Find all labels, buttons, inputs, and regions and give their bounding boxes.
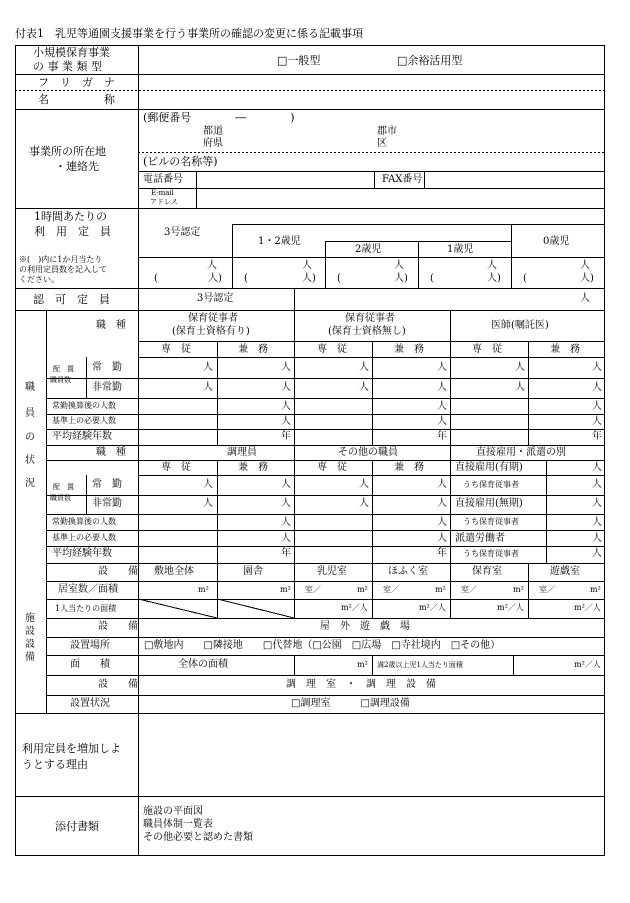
attach-item-3: その他必要と認めた書類	[143, 832, 253, 843]
staff-side-3: の	[25, 432, 35, 443]
regular-label-2: 常 勤	[92, 479, 122, 490]
area-label: 面 積	[70, 659, 110, 670]
fac-col-site: 敷地全体	[154, 566, 194, 577]
fac-col-nursery: 保育室	[472, 566, 502, 577]
type-label-1: 小規模保育事業	[33, 46, 110, 59]
col-f-title: 直接雇用・派遣の別	[476, 447, 566, 458]
capacity-label-2: 利 用 定 員	[34, 225, 111, 238]
prefecture-label-2: 府県	[203, 138, 223, 149]
equip-label-1: 設 備	[98, 566, 138, 577]
city-label-2: 区	[377, 138, 387, 149]
u-r1-3: 人	[359, 362, 369, 373]
l-r1-3: 人	[359, 479, 369, 490]
l-r1-4: 人	[437, 479, 447, 490]
cap-paren-open-3: (	[337, 273, 341, 284]
attach-label: 添付書類	[55, 820, 99, 833]
regular-label-1: 常 勤	[92, 362, 122, 373]
capacity-note-1: ※( )内に1か月当たり	[19, 255, 103, 264]
u-r2-4: 人	[437, 382, 447, 393]
l-r4-1: 人	[281, 533, 291, 544]
m2-2: m²	[435, 585, 446, 594]
m2-per-3: m²／人	[497, 603, 524, 612]
furigana-label: フ リ ガ ナ	[38, 76, 115, 89]
attach-item-1: 施設の平面図	[143, 806, 203, 817]
u-r3-2: 人	[437, 401, 447, 412]
postal-code-field[interactable]: (郵便番号 ― )	[143, 111, 295, 124]
cap-unit-4: 人	[487, 260, 497, 271]
u-r4-2: 人	[437, 416, 447, 427]
u-r1-5: 人	[515, 362, 525, 373]
col-e-title: その他の職員	[338, 447, 398, 458]
room-slash-3: 室／	[461, 585, 477, 594]
u-r3-1: 人	[281, 401, 291, 412]
m2-site: m²	[198, 585, 209, 594]
building-field[interactable]: (ビルの名称等)	[143, 155, 218, 168]
cap-unit-2: 人	[302, 260, 312, 271]
haichi-1a: 配 置	[53, 365, 74, 373]
l-r2-3: 人	[359, 498, 369, 509]
capacity-cat3-label: 3号認定	[164, 227, 201, 238]
m2-per-1: m²／人	[341, 603, 368, 612]
staff-kind-label: 職 種	[96, 320, 126, 331]
cap-paren-open-4: (	[430, 273, 434, 284]
status-label: 設置状況	[70, 698, 110, 709]
l-f2: 人	[592, 479, 602, 490]
staff-side-1: 職	[25, 382, 35, 393]
cap-unit-1: 人	[207, 260, 217, 271]
direct-open-label: 直接雇用(無期)	[455, 498, 523, 509]
hdr-full-2: 専 従	[317, 344, 347, 355]
u-r5-1: 年	[281, 431, 291, 442]
l-r3-1: 人	[281, 517, 291, 528]
u-r3-3: 人	[592, 401, 602, 412]
hdr2-part-2: 兼 務	[394, 462, 424, 473]
u-r5-2: 年	[437, 431, 447, 442]
facility-side-3: 設	[25, 639, 35, 650]
age-2-label: 2歳児	[355, 244, 382, 255]
hdr-part-2: 兼 務	[394, 344, 424, 355]
form-title: 付表1 乳児等通園支援事業を行う事業所の確認の変更に係る記載事項	[15, 27, 363, 40]
email-label-1: E-mail	[151, 189, 174, 197]
m2-building: m²	[280, 585, 291, 594]
staff-side-5: 況	[25, 478, 35, 489]
approved-label: 認 可 定 員	[33, 293, 110, 306]
of-which-3: うち保育従事者	[463, 549, 519, 558]
m2-per-2: m²／人	[419, 603, 446, 612]
cap-paren-close-5: 人)	[580, 273, 594, 284]
l-r1-2: 人	[281, 479, 291, 490]
reason-label-1: 利用定員を増加しよ	[22, 742, 121, 755]
fte-label-1: 常勤換算後の人数	[52, 401, 116, 410]
fac-col-infant: 乳児室	[317, 566, 347, 577]
approved-cat3: 3号認定	[197, 293, 234, 304]
nonregular-label-1: 非常勤	[92, 382, 122, 393]
address-label-1: 事業所の所在地	[29, 145, 106, 158]
age-1-2-label: 1・2歳児	[258, 236, 301, 247]
required-label-1: 基準上の必要人数	[52, 416, 116, 425]
type-label-2: の 事 業 類 型	[33, 60, 102, 73]
l-f3: 人	[592, 498, 602, 509]
cap-unit-3: 人	[394, 260, 404, 271]
type-option-general[interactable]: □一般型	[277, 54, 321, 67]
col-d-title: 調理員	[227, 447, 257, 458]
per-person-label: 1人当たりの面積	[55, 604, 117, 613]
approved-unit: 人	[580, 293, 590, 304]
u-r2-6: 人	[592, 382, 602, 393]
u-r5-3: 年	[592, 431, 602, 442]
kitchen-label: 調 理 室 ・ 調 理 設 備	[286, 679, 436, 690]
attach-item-2: 職員体制一覧表	[143, 819, 213, 830]
l-f4: 人	[592, 517, 602, 528]
fac-col-play: 遊戯室	[550, 566, 580, 577]
status-options[interactable]: □調理室 □調理設備	[291, 698, 410, 709]
u-r2-2: 人	[281, 382, 291, 393]
l-r1-1: 人	[203, 479, 213, 490]
staff-side-2: 員	[25, 408, 35, 419]
address-label-2: ・連絡先	[55, 160, 99, 173]
city-label-1: 郡市	[377, 126, 397, 137]
of-which-2: うち保育従事者	[463, 517, 519, 526]
haichi-2a: 配 置	[53, 483, 74, 491]
nonregular-label-2: 非常勤	[92, 498, 122, 509]
l-f6: 人	[592, 548, 602, 559]
cap-paren-open-2: (	[244, 273, 248, 284]
total-area-label: 全体の面積	[178, 659, 228, 670]
direct-fixed-label: 直接雇用(有期)	[455, 462, 523, 473]
u-r2-1: 人	[203, 382, 213, 393]
facility-side-4: 備	[25, 652, 35, 663]
reason-label-2: うとする理由	[22, 758, 88, 771]
capacity-note-3: ください。	[19, 275, 59, 284]
col-a-sub: (保育士資格有り)	[172, 326, 250, 337]
type-option-surplus[interactable]: □余裕活用型	[397, 54, 463, 67]
fac-col-crawl: ほふく室	[388, 566, 428, 577]
u-r1-6: 人	[592, 362, 602, 373]
hdr-part-3: 兼 務	[550, 344, 580, 355]
hdr2-full-2: 専 従	[317, 462, 347, 473]
hdr-full-1: 専 従	[161, 344, 191, 355]
hdr-full-3: 専 従	[472, 344, 502, 355]
location-label: 設置場所	[70, 640, 110, 651]
avg-years-label-1: 平均経験年数	[52, 431, 112, 442]
fte-label-2: 常勤換算後の人数	[52, 517, 116, 526]
location-options[interactable]: □敷地内 □隣接地 □代替地（□公園 □広場 □寺社境内 □その他）	[144, 640, 501, 651]
facility-side-1: 施	[25, 613, 35, 624]
room-slash-4: 室／	[539, 585, 555, 594]
email-label-2: アドレス	[150, 198, 178, 206]
equip-label-2: 設 備	[98, 621, 138, 632]
col-b-title: 保育従事者	[345, 313, 395, 324]
avg-years-label-2: 平均経験年数	[52, 548, 112, 559]
prefecture-label-1: 都道	[203, 126, 223, 137]
cap-paren-close-1: 人)	[208, 273, 222, 284]
l-r5-1: 年	[281, 548, 291, 559]
l-r3-2: 人	[437, 517, 447, 528]
u-r2-3: 人	[359, 382, 369, 393]
u-r1-4: 人	[437, 362, 447, 373]
l-f5: 人	[592, 533, 602, 544]
staff-side-4: 状	[25, 455, 35, 466]
of-which-1: うち保育従事者	[463, 480, 519, 489]
capacity-label-1: 1時間あたりの	[34, 210, 107, 223]
playground-label: 屋 外 遊 戯 場	[320, 621, 410, 632]
cap-unit-5: 人	[580, 260, 590, 271]
cap-paren-open-5: (	[523, 273, 527, 284]
col-b-sub: (保育士資格無し)	[328, 326, 406, 337]
u-r1-2: 人	[281, 362, 291, 373]
cap-paren-close-4: 人)	[487, 273, 501, 284]
l-r4-2: 人	[437, 533, 447, 544]
hdr-part-1: 兼 務	[238, 344, 268, 355]
u-r1-1: 人	[203, 362, 213, 373]
l-r2-1: 人	[203, 498, 213, 509]
haichi-1b: 職員数	[50, 376, 71, 384]
per-child-label: 満2歳以上児1人当たり面積	[377, 661, 463, 669]
cap-paren-open-1: (	[154, 273, 158, 284]
m2-per-4: m²／人	[574, 603, 601, 612]
dispatch-label: 派遣労働者	[455, 533, 505, 544]
l-r2-2: 人	[281, 498, 291, 509]
m2-4: m²	[590, 585, 601, 594]
hdr2-full-1: 専 従	[161, 462, 191, 473]
hdr2-part-1: 兼 務	[238, 462, 268, 473]
rooms-area-label: 居室数／面積	[58, 584, 118, 595]
u-f1: 人	[592, 462, 602, 473]
col-c-title: 医師(嘱託医)	[491, 320, 549, 331]
facility-side-2: 設	[25, 626, 35, 637]
m2-3: m²	[513, 585, 524, 594]
u-r4-1: 人	[281, 416, 291, 427]
capacity-note-2: の利用定員数を記入して	[19, 265, 107, 274]
m2-1: m²	[357, 585, 368, 594]
cap-paren-close-3: 人)	[394, 273, 408, 284]
fac-col-building: 園舎	[243, 566, 263, 577]
staff-kind-label-2: 職 種	[96, 447, 126, 458]
fax-label: FAX番号	[382, 174, 423, 185]
phone-label: 電話番号	[143, 174, 183, 185]
room-slash-1: 室／	[305, 585, 321, 594]
l-r5-2: 年	[437, 548, 447, 559]
u-r2-5: 人	[515, 382, 525, 393]
col-a-title: 保育従事者	[188, 313, 238, 324]
haichi-2b: 職員数	[50, 494, 71, 502]
m2-per-child: m²／人	[574, 660, 601, 669]
l-r2-4: 人	[437, 498, 447, 509]
m2-total: m²	[357, 660, 368, 669]
name-label: 名 称	[38, 93, 115, 106]
cap-paren-close-2: 人)	[302, 273, 316, 284]
age-1-label: 1歳児	[447, 244, 474, 255]
age-0-label: 0歳児	[543, 236, 570, 247]
required-label-2: 基準上の必要人数	[52, 533, 116, 542]
u-r4-3: 人	[592, 416, 602, 427]
room-slash-2: 室／	[383, 585, 399, 594]
equip-label-3: 設 備	[98, 679, 138, 690]
